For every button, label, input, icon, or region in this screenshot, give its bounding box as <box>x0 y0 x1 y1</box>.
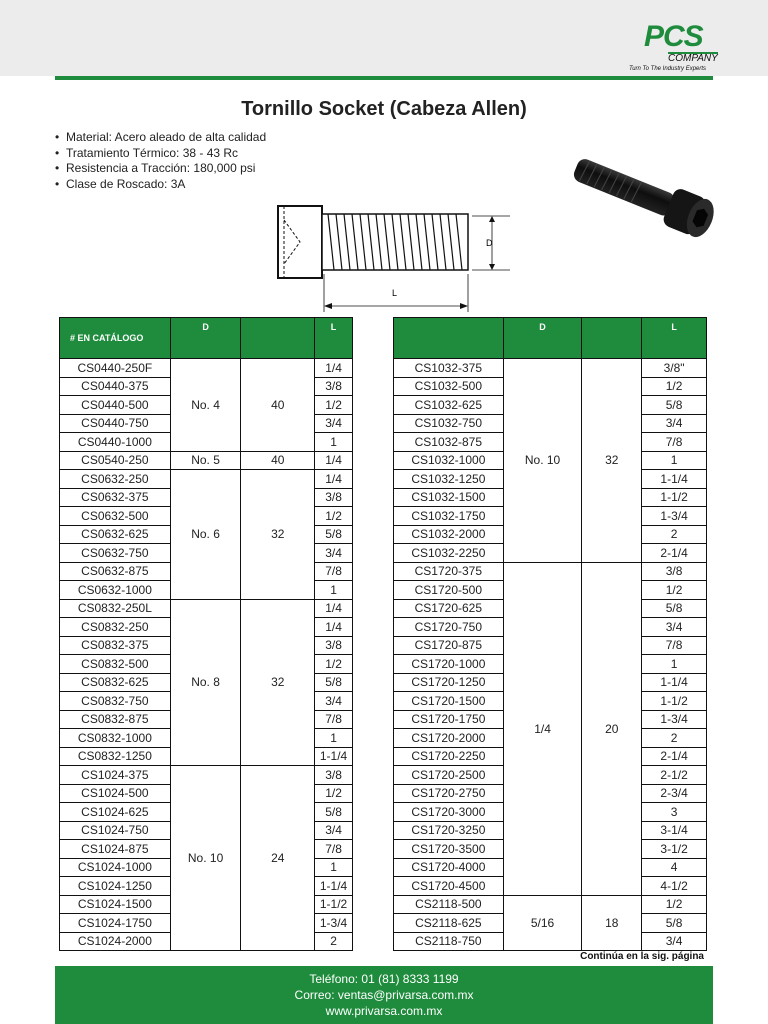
length-cell: 1/4 <box>315 451 353 470</box>
catalog-number-cell: CS1024-1000 <box>60 858 171 877</box>
screw-dimension-drawing <box>272 200 512 315</box>
length-cell: 3/8 <box>642 562 707 581</box>
catalog-number-cell: CS0832-500 <box>60 655 171 674</box>
length-cell: 5/8 <box>642 599 707 618</box>
catalog-number-cell: CS1720-375 <box>394 562 504 581</box>
catalog-number-cell: CS0632-375 <box>60 488 171 507</box>
catalog-number-cell: CS1024-1500 <box>60 895 171 914</box>
length-cell: 4-1/2 <box>642 877 707 896</box>
length-cell: 3/4 <box>642 932 707 951</box>
catalog-number-cell: CS1720-750 <box>394 618 504 637</box>
threads-cell: 32 <box>582 359 642 563</box>
catalog-number-cell: CS1024-750 <box>60 821 171 840</box>
spec-list <box>55 130 266 192</box>
catalog-number-cell: CS0632-750 <box>60 544 171 563</box>
catalog-number-cell: CS0832-625 <box>60 673 171 692</box>
length-cell: 1 <box>642 451 707 470</box>
catalog-number-cell: CS0832-875 <box>60 710 171 729</box>
length-cell: 7/8 <box>642 636 707 655</box>
threads-cell: 32 <box>241 599 315 766</box>
diameter-cell: No. 8 <box>170 599 241 766</box>
catalog-number-cell: CS0632-1000 <box>60 581 171 600</box>
threads-cell: 20 <box>582 562 642 895</box>
column-header-d: D <box>503 318 582 359</box>
length-cell: 3/4 <box>315 414 353 433</box>
length-cell: 1 <box>642 655 707 674</box>
length-cell: 3/4 <box>315 821 353 840</box>
column-header-catalog <box>394 318 504 359</box>
threads-cell: 32 <box>241 470 315 600</box>
length-cell: 2 <box>642 525 707 544</box>
catalog-number-cell: CS0832-375 <box>60 636 171 655</box>
footer-email: Correo: ventas@privarsa.com.mx <box>294 988 474 1002</box>
length-cell: 3/8 <box>315 488 353 507</box>
column-header-tpi <box>241 318 315 359</box>
length-cell: 5/8 <box>642 396 707 415</box>
catalog-number-cell: CS1032-375 <box>394 359 504 378</box>
catalog-number-cell: CS1720-1000 <box>394 655 504 674</box>
length-cell: 1/2 <box>315 507 353 526</box>
catalog-number-cell: CS1032-1000 <box>394 451 504 470</box>
continued-note: Continúa en la sig. página <box>580 951 704 962</box>
length-cell: 3/8 <box>315 377 353 396</box>
catalog-number-cell: CS1024-1250 <box>60 877 171 896</box>
spec-item: • Resistencia a Tracción: 180,000 psi <box>55 161 266 177</box>
catalog-number-cell: CS1032-1500 <box>394 488 504 507</box>
threads-cell: 40 <box>241 359 315 452</box>
length-cell: 5/8 <box>315 673 353 692</box>
catalog-number-cell: CS0440-250F <box>60 359 171 378</box>
length-cell: 1/2 <box>642 895 707 914</box>
length-cell: 1/2 <box>642 581 707 600</box>
catalog-number-cell: CS1032-750 <box>394 414 504 433</box>
length-cell: 3/8 <box>315 636 353 655</box>
length-cell: 3-1/2 <box>642 840 707 859</box>
length-cell: 1-3/4 <box>642 710 707 729</box>
catalog-number-cell: CS1024-875 <box>60 840 171 859</box>
catalog-number-cell: CS0632-250 <box>60 470 171 489</box>
column-header-d: D <box>170 318 241 359</box>
length-cell: 2 <box>315 932 353 951</box>
threads-cell: 18 <box>582 895 642 951</box>
column-header-l: L <box>642 318 707 359</box>
length-cell: 3/8" <box>642 359 707 378</box>
catalog-number-cell: CS1720-4000 <box>394 858 504 877</box>
catalog-number-cell: CS1032-2250 <box>394 544 504 563</box>
catalog-number-cell: CS1024-1750 <box>60 914 171 933</box>
length-cell: 3/4 <box>642 618 707 637</box>
catalog-number-cell: CS1032-625 <box>394 396 504 415</box>
table-row <box>394 359 707 378</box>
catalog-number-cell: CS0632-500 <box>60 507 171 526</box>
catalog-number-cell: CS1032-1750 <box>394 507 504 526</box>
catalog-number-cell: CS2118-750 <box>394 932 504 951</box>
footer-website: www.privarsa.com.mx <box>325 1004 443 1018</box>
catalog-number-cell: CS1720-1750 <box>394 710 504 729</box>
catalog-number-cell: CS0440-1000 <box>60 433 171 452</box>
catalog-number-cell: CS1032-2000 <box>394 525 504 544</box>
length-cell: 5/8 <box>315 803 353 822</box>
diameter-cell: 1/4 <box>503 562 582 895</box>
length-cell: 1-1/2 <box>642 488 707 507</box>
catalog-number-cell: CS1032-1250 <box>394 470 504 489</box>
length-cell: 1-1/4 <box>642 470 707 489</box>
diameter-cell: No. 10 <box>503 359 582 563</box>
footer-phone: Teléfono: 01 (81) 8333 1199 <box>309 972 459 986</box>
length-cell: 7/8 <box>315 710 353 729</box>
catalog-number-cell: CS0832-1250 <box>60 747 171 766</box>
length-cell: 3/4 <box>315 544 353 563</box>
logo-company: COMPANY <box>668 53 718 64</box>
length-cell: 1/2 <box>315 655 353 674</box>
length-cell: 4 <box>642 858 707 877</box>
column-header-catalog: # EN CATÁLOGO <box>60 318 171 359</box>
length-cell: 3 <box>642 803 707 822</box>
length-cell: 1-1/2 <box>642 692 707 711</box>
company-logo <box>626 22 718 76</box>
length-cell: 3/4 <box>642 414 707 433</box>
table-row <box>60 470 353 489</box>
catalog-number-cell: CS0632-625 <box>60 525 171 544</box>
length-cell: 1-1/4 <box>315 877 353 896</box>
length-cell: 1/2 <box>315 784 353 803</box>
length-cell: 7/8 <box>315 562 353 581</box>
diameter-cell: No. 10 <box>170 766 241 951</box>
catalog-number-cell: CS0440-500 <box>60 396 171 415</box>
length-cell: 1 <box>315 858 353 877</box>
catalog-number-cell: CS1720-2250 <box>394 747 504 766</box>
catalog-number-cell: CS1024-2000 <box>60 932 171 951</box>
length-cell: 1-1/4 <box>315 747 353 766</box>
length-cell: 1-1/2 <box>315 895 353 914</box>
catalog-number-cell: CS0632-875 <box>60 562 171 581</box>
catalog-number-cell: CS1720-2000 <box>394 729 504 748</box>
table-row <box>60 451 353 470</box>
column-header-tpi <box>582 318 642 359</box>
length-cell: 3/4 <box>315 692 353 711</box>
diameter-cell: No. 5 <box>170 451 241 470</box>
length-cell: 1-1/4 <box>642 673 707 692</box>
catalog-number-cell: CS1720-3000 <box>394 803 504 822</box>
catalog-number-cell: CS1720-625 <box>394 599 504 618</box>
d-dimension-label: D <box>486 238 493 248</box>
catalog-number-cell: CS1720-875 <box>394 636 504 655</box>
catalog-table-right <box>393 317 707 951</box>
catalog-number-cell: CS0832-1000 <box>60 729 171 748</box>
length-cell: 1-3/4 <box>642 507 707 526</box>
footer <box>55 966 713 1024</box>
l-dimension-label: L <box>392 288 398 298</box>
length-cell: 7/8 <box>315 840 353 859</box>
length-cell: 2-1/2 <box>642 766 707 785</box>
spec-item: • Material: Acero aleado de alta calidad <box>55 130 266 146</box>
length-cell: 1/4 <box>315 599 353 618</box>
catalog-number-cell: CS1024-625 <box>60 803 171 822</box>
catalog-table-left <box>59 317 353 951</box>
length-cell: 1/4 <box>315 470 353 489</box>
diameter-cell: No. 6 <box>170 470 241 600</box>
length-cell: 1 <box>315 581 353 600</box>
spec-item: • Clase de Roscado: 3A <box>55 177 266 193</box>
length-cell: 1 <box>315 433 353 452</box>
catalog-number-cell: CS1720-500 <box>394 581 504 600</box>
catalog-number-cell: CS1720-1500 <box>394 692 504 711</box>
header-divider <box>55 76 713 80</box>
catalog-number-cell: CS1720-3500 <box>394 840 504 859</box>
length-cell: 2-3/4 <box>642 784 707 803</box>
table-row <box>60 766 353 785</box>
catalog-number-cell: CS1720-3250 <box>394 821 504 840</box>
table-row <box>60 359 353 378</box>
catalog-number-cell: CS1024-500 <box>60 784 171 803</box>
length-cell: 2-1/4 <box>642 544 707 563</box>
catalog-number-cell: CS0440-375 <box>60 377 171 396</box>
diameter-cell: No. 4 <box>170 359 241 452</box>
catalog-number-cell: CS2118-625 <box>394 914 504 933</box>
length-cell: 1/2 <box>642 377 707 396</box>
length-cell: 1-3/4 <box>315 914 353 933</box>
length-cell: 2-1/4 <box>642 747 707 766</box>
catalog-number-cell: CS1720-4500 <box>394 877 504 896</box>
table-row <box>394 895 707 914</box>
length-cell: 2 <box>642 729 707 748</box>
page-title: Tornillo Socket (Cabeza Allen) <box>241 98 527 120</box>
catalog-number-cell: CS0832-750 <box>60 692 171 711</box>
catalog-number-cell: CS1720-2500 <box>394 766 504 785</box>
length-cell: 7/8 <box>642 433 707 452</box>
catalog-number-cell: CS1720-1250 <box>394 673 504 692</box>
table-row <box>394 562 707 581</box>
length-cell: 1 <box>315 729 353 748</box>
catalog-number-cell: CS0440-750 <box>60 414 171 433</box>
threads-cell: 24 <box>241 766 315 951</box>
length-cell: 3/8 <box>315 766 353 785</box>
column-header-l: L <box>315 318 353 359</box>
length-cell: 1/4 <box>315 359 353 378</box>
threads-cell: 40 <box>241 451 315 470</box>
catalog-number-cell: CS1032-875 <box>394 433 504 452</box>
table-row <box>60 599 353 618</box>
catalog-number-cell: CS1032-500 <box>394 377 504 396</box>
length-cell: 3-1/4 <box>642 821 707 840</box>
socket-screw-photo <box>565 150 725 250</box>
spec-item: • Tratamiento Térmico: 38 - 43 Rc <box>55 146 266 162</box>
length-cell: 1/4 <box>315 618 353 637</box>
catalog-number-cell: CS2118-500 <box>394 895 504 914</box>
catalog-number-cell: CS0832-250L <box>60 599 171 618</box>
catalog-number-cell: CS1720-2750 <box>394 784 504 803</box>
catalog-number-cell: CS0540-250 <box>60 451 171 470</box>
logo-tagline: Turn To The Industry Experts <box>629 66 707 72</box>
catalog-number-cell: CS1024-375 <box>60 766 171 785</box>
catalog-number-cell: CS0832-250 <box>60 618 171 637</box>
diameter-cell: 5/16 <box>503 895 582 951</box>
logo-mark: PCS <box>644 20 703 53</box>
length-cell: 5/8 <box>315 525 353 544</box>
length-cell: 1/2 <box>315 396 353 415</box>
length-cell: 5/8 <box>642 914 707 933</box>
